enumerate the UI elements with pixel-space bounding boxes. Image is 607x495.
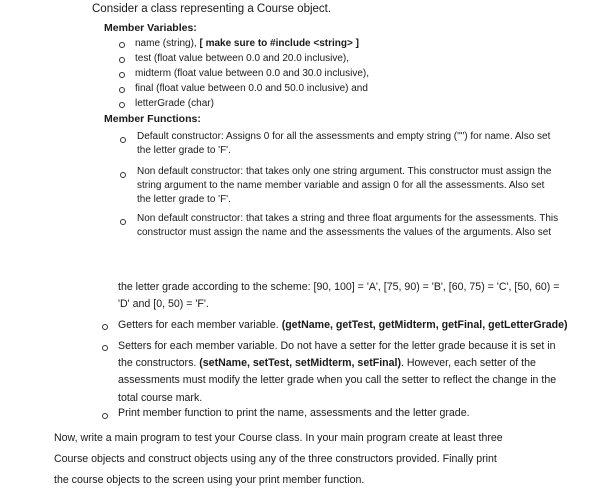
function-line: Non default constructor: that takes a string and three float arguments for the assessments. This [137,213,559,224]
print-function-item: Print member function to print the name, assessments and the letter grade. [118,407,470,419]
bullet-circle-icon [102,345,108,351]
variable-item-name [135,36,359,51]
bullet-circle-icon [102,413,108,419]
variable-item-final: final (float value between 0.0 and 50.0 inclusive) and [135,83,368,94]
setters-line: assessments must modify the letter grade when you call the setter to reflect the change in the [118,374,557,387]
main-program-paragraph [54,428,503,491]
bullet-circle-icon [120,172,126,178]
bullet-circle-icon [119,42,125,48]
bullet-circle-icon [119,102,125,108]
bullet-circle-icon [120,137,126,143]
function-item-string-constructor [137,165,551,208]
bullet-circle-icon [119,72,125,78]
setters-line: total course mark. [118,391,203,404]
setters-line: the constructors. [118,357,200,370]
paragraph-line: Course objects and construct objects using any of the three constructors provided. Finally print [54,453,497,465]
setters-list: (setName, setTest, setMidterm, setFinal) [199,357,401,370]
paragraph-line: the course objects to the screen using your print member function. [54,474,365,486]
grade-scheme-continuation [118,279,559,313]
variable-item-test: test (float value between 0.0 and 20.0 inclusive), [135,53,350,64]
setters-line: . However, each setter of the [401,357,536,370]
getters-list: (getName, getTest, getMidterm, getFinal, getLetterGrade) [281,319,568,331]
function-line: Default constructor: Assigns 0 for all the assessments and empty string ("") for name. Also set [137,131,551,142]
getters-text: Getters for each member variable. [118,319,282,331]
variable-name-text: name (string), [135,38,200,49]
function-line: string argument to the name member variable and assign 0 for all the assessments. Also set [137,180,545,192]
setters-line: Setters for each member variable. Do not have a setter for the letter grade because it is set in [118,340,556,352]
function-line: constructor must assign the name and the assessments the values of the arguments. Also set [137,227,552,239]
include-note: [ make sure to #include <string> ] [199,38,359,49]
member-variables-heading: Member Variables: [104,22,197,34]
setters-item [118,338,556,407]
continuation-line: the letter grade according to the scheme: [90, 100] = 'A', [75, 90) = 'B', [60, 75) = 'C', [50, 60) = [118,281,560,293]
bullet-circle-icon [119,57,125,63]
function-item-default-constructor [137,130,550,158]
function-line: the letter grade to 'F'. [137,145,231,157]
bullet-circle-icon [120,219,126,225]
paragraph-line: Now, write a main program to test your Course class. In your main program create at least three [54,432,503,444]
bullet-circle-icon [119,87,125,93]
intro-text: Consider a class representing a Course object. [92,3,332,15]
function-line: the letter grade to 'F'. [137,194,231,206]
variable-item-lettergrade: letterGrade (char) [135,98,214,109]
member-functions-heading: Member Functions: [104,113,201,125]
variable-item-midterm: midterm (float value between 0.0 and 30.0 inclusive), [135,68,370,79]
function-line: Non default constructor: that takes only one string argument. This constructor must assign the [137,166,552,177]
continuation-line: 'D' and [0, 50) = 'F'. [118,298,209,311]
getters-item [118,317,568,334]
bullet-circle-icon [102,324,108,330]
function-item-full-constructor [137,212,558,240]
